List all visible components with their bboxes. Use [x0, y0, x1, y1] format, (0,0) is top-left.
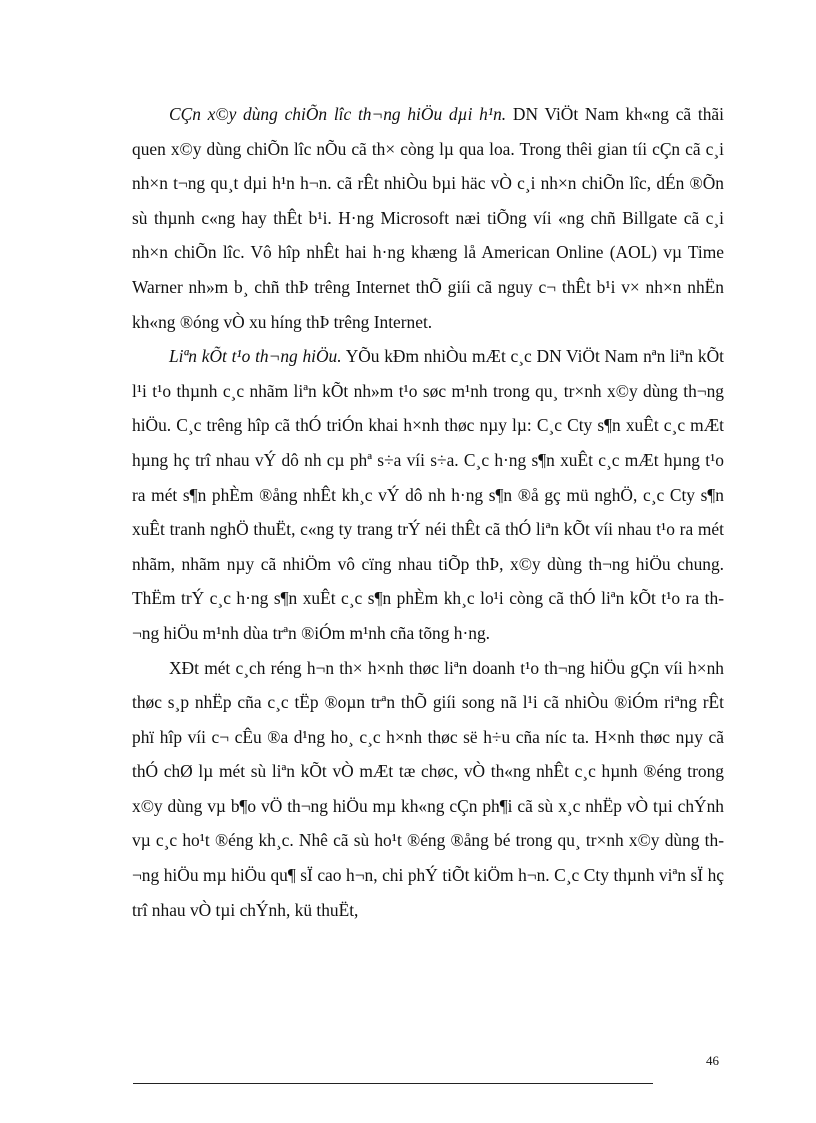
paragraph-heading: Liªn kÕt t¹o th¬ng hiÖu. [169, 346, 342, 367]
paragraph-long-term-strategy [132, 97, 724, 339]
document-body [132, 97, 724, 927]
paragraph-text: XÐt mét c¸ch réng h¬n th× h×nh thøc liªn doanh t¹o th¬ng hiÖu gÇn víi h×nh thøc s¸p nhËp cña c¸c tËp ®oµn trªn thÕ giíi song nã l¹i cã nhiÒu ®iÓm riªng rÊt phï hîp víi c¬ cÊu ®a d¹ng ho¸ c¸c h×nh thøc së h÷u cña níc ta. H×nh thøc nµy cã thÓ chØ lµ mét sù liªn kÕt vÒ mÆt tæ chøc, vÒ th«ng nhÊt c¸c hµnh ®éng trong x©y dùng vµ b¶o vÖ th¬ng hiÖu mµ kh«ng cÇn ph¶i cã sù x¸c nhËp vÒ tµi chÝnh vµ c¸c ho¹t ®éng kh¸c. Nhê cã sù ho¹t ®éng ®ång bé trong qu¸ tr×nh x©y dùng th¬ng hiÖu mµ hiÖu qu¶ sÏ cao h¬n, chi phÝ tiÕt kiÖm h¬n. C¸c Cty thµnh viªn sÏ hç trî nhau vÒ tµi chÝnh, kü thuËt, [132, 657, 724, 920]
paragraph-heading: CÇn x©y dùng chiÕn lîc th¬ng hiÖu dµi h¹n. [169, 104, 507, 124]
paragraph-joint-venture [132, 651, 724, 928]
paragraph-brand-alliance [132, 339, 724, 650]
footer-divider [133, 1083, 653, 1084]
paragraph-text: DN ViÖt Nam kh«ng cã thãi quen x©y dùng chiÕn lîc nÕu cã th× còng lµ qua loa. Trong thêi gian tíi cÇn cã c¸i nh×n t¬ng qu¸t dµi h¹n h¬n. cã rÊt nhiÒu bµi häc vÒ c¸i nh×n chiÕn lîc, dÉn ®Õn sù thµnh c«ng hay thÊt b¹i. H·ng Microsoft næi tiÕng víi «ng chñ Billgate cã c¸i nh×n chiÕn lîc. Vô hîp nhÊt hai h·ng khæng lå American Online (AOL) vµ Time Warner nh»m b¸ chñ thÞ trêng Internet thÕ giíi cã nguy c¬ thÊt b¹i v× nh×n nhËn kh«ng ®óng vÒ xu híng thÞ trêng Internet. [132, 104, 724, 332]
page-number: 46 [706, 1053, 719, 1068]
paragraph-text: YÕu kÐm nhiÒu mÆt c¸c DN ViÖt Nam nªn liªn kÕt l¹i t¹o thµnh c¸c nhãm liªn kÕt nh»m t¹o søc m¹nh trong qu¸ tr×nh x©y dùng th¬ng hiÖu. C¸c trêng hîp cã thÓ triÓn khai h×nh thøc nµy lµ: C¸c Cty s¶n xuÊt c¸c mÆt hµng hç trî nhau vÝ dô nh cµ phª s÷a víi s÷a. C¸c h·ng s¶n xuÊt c¸c mÆt hµng t¹o ra mét s¶n phÈm ®ång nhÊt kh¸c vÝ dô nh h·ng s¶n ®å gç mü nghÖ, c¸c Cty s¶n xuÊt tranh nghÖ thuËt, c«ng ty trang trÝ néi thÊt cã thÓ liªn kÕt víi nhau t¹o ra mét nhãm, nhãm nµy cã nhiÖm vô cïng nhau tiÕp thÞ, x©y dùng th¬ng hiÖu chung. ThËm trÝ c¸c h·ng s¶n xuÊt c¸c s¶n phÈm kh¸c lo¹i còng cã thÓ liªn kÕt t¹o ra th¬ng hiÖu m¹nh dùa trªn ®iÓm m¹nh cña tõng h·ng. [132, 346, 724, 643]
